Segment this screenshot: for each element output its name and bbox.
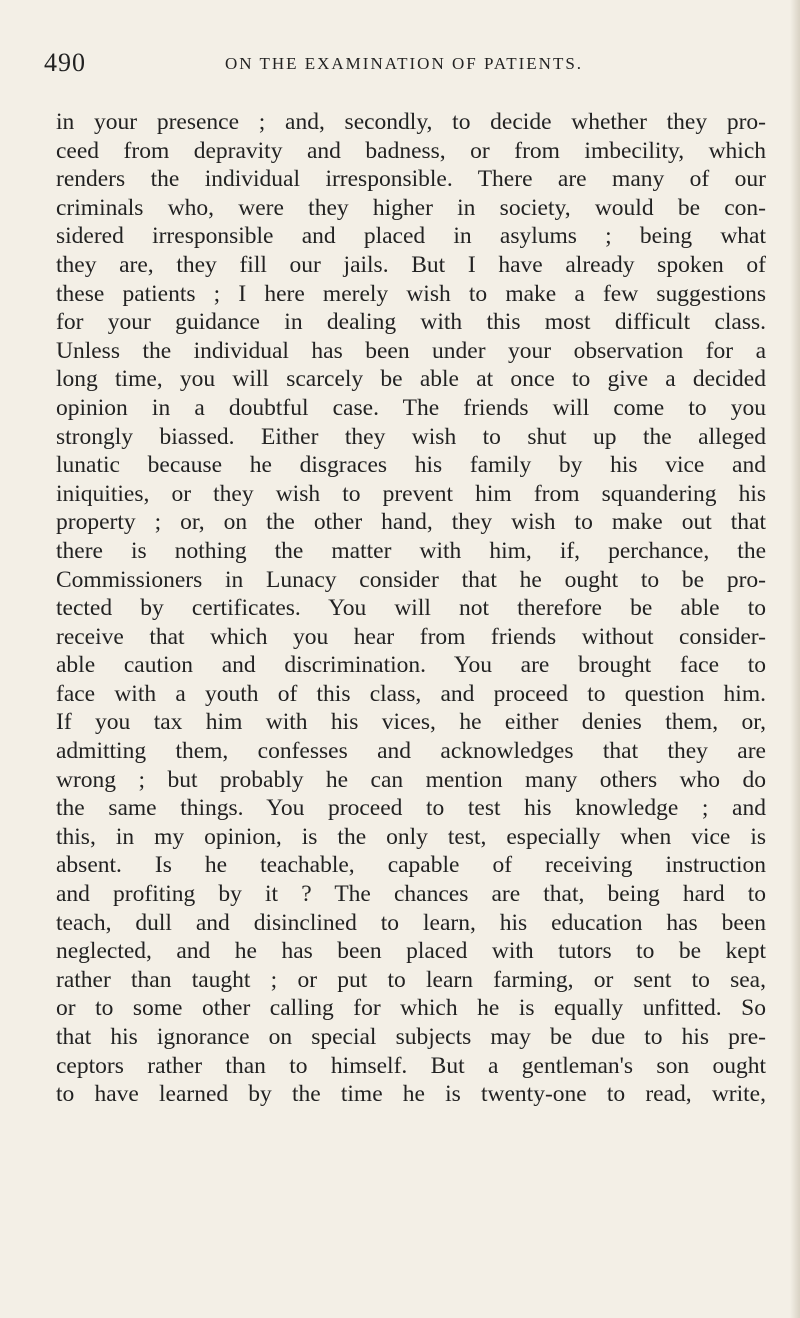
- page-number: 490: [44, 48, 86, 77]
- text-line: sidered irresponsible and placed in asylums ; being what: [56, 223, 766, 250]
- text-line: Commissioners in Lunacy consider that he ought to be pro-: [56, 566, 766, 593]
- text-line: ceptors rather than to himself. But a gentleman's son ought: [56, 1052, 766, 1079]
- text-line: absent. Is he teachable, capable of receiving instruction: [56, 852, 766, 879]
- text-line: Unless the individual has been under your observation for a: [56, 337, 766, 364]
- text-line: in your presence ; and, secondly, to decide whether they pro-: [56, 109, 766, 135]
- text-line: criminals who, were they higher in society, would be con-: [56, 194, 766, 221]
- text-line: lunatic because he disgraces his family by his vice and: [56, 452, 766, 479]
- text-line: long time, you will scarcely be able at once to give a decided: [56, 366, 766, 393]
- page-header: [44, 48, 764, 84]
- text-line: able caution and discrimination. You are brought face to: [56, 652, 766, 679]
- text-line: for your guidance in dealing with this most difficult class.: [56, 309, 766, 336]
- text-line: property ; or, on the other hand, they wish to make out that: [56, 509, 766, 536]
- text-line: iniquities, or they wish to prevent him from squandering his: [56, 480, 766, 507]
- text-line: ceed from depravity and badness, or from imbecility, which: [56, 137, 766, 164]
- text-line: these patients ; I here merely wish to make a few suggestions: [56, 280, 766, 307]
- text-line: wrong ; but probably he can mention many others who do: [56, 766, 766, 793]
- text-line: If you tax him with his vices, he either denies them, or,: [56, 709, 766, 736]
- text-line: to have learned by the time he is twenty-one to read, write,: [56, 1081, 766, 1108]
- text-line: they are, they fill our jails. But I have already spoken of: [56, 251, 766, 278]
- text-line: admitting them, confesses and acknowledges that they are: [56, 738, 766, 765]
- text-line: or to some other calling for which he is equally unfitted. So: [56, 995, 766, 1022]
- text-line: the same things. You proceed to test his knowledge ; and: [56, 795, 766, 822]
- text-line: tected by certificates. You will not therefore be able to: [56, 595, 766, 622]
- text-line: that his ignorance on special subjects may be due to his pre-: [56, 1024, 766, 1050]
- text-line: receive that which you hear from friends without consider-: [56, 623, 766, 650]
- text-line: face with a youth of this class, and proceed to question him.: [56, 680, 766, 707]
- text-line: and profiting by it ? The chances are that, being hard to: [56, 881, 766, 908]
- text-line: opinion in a doubtful case. The friends will come to you: [56, 394, 766, 421]
- text-line: neglected, and he has been placed with tutors to be kept: [56, 938, 766, 965]
- body-text: [56, 108, 766, 1109]
- text-line: teach, dull and disinclined to learn, his education has been: [56, 909, 766, 936]
- text-line: rather than taught ; or put to learn farming, or sent to sea,: [56, 966, 766, 993]
- page-edge-shadow: [790, 0, 800, 1318]
- text-line: strongly biassed. Either they wish to shut up the alleged: [56, 423, 766, 450]
- text-line: there is nothing the matter with him, if, perchance, the: [56, 537, 766, 564]
- text-line: renders the individual irresponsible. There are many of our: [56, 166, 766, 193]
- running-head: ON THE EXAMINATION OF PATIENTS.: [224, 54, 584, 73]
- text-line: this, in my opinion, is the only test, especially when vice is: [56, 823, 766, 850]
